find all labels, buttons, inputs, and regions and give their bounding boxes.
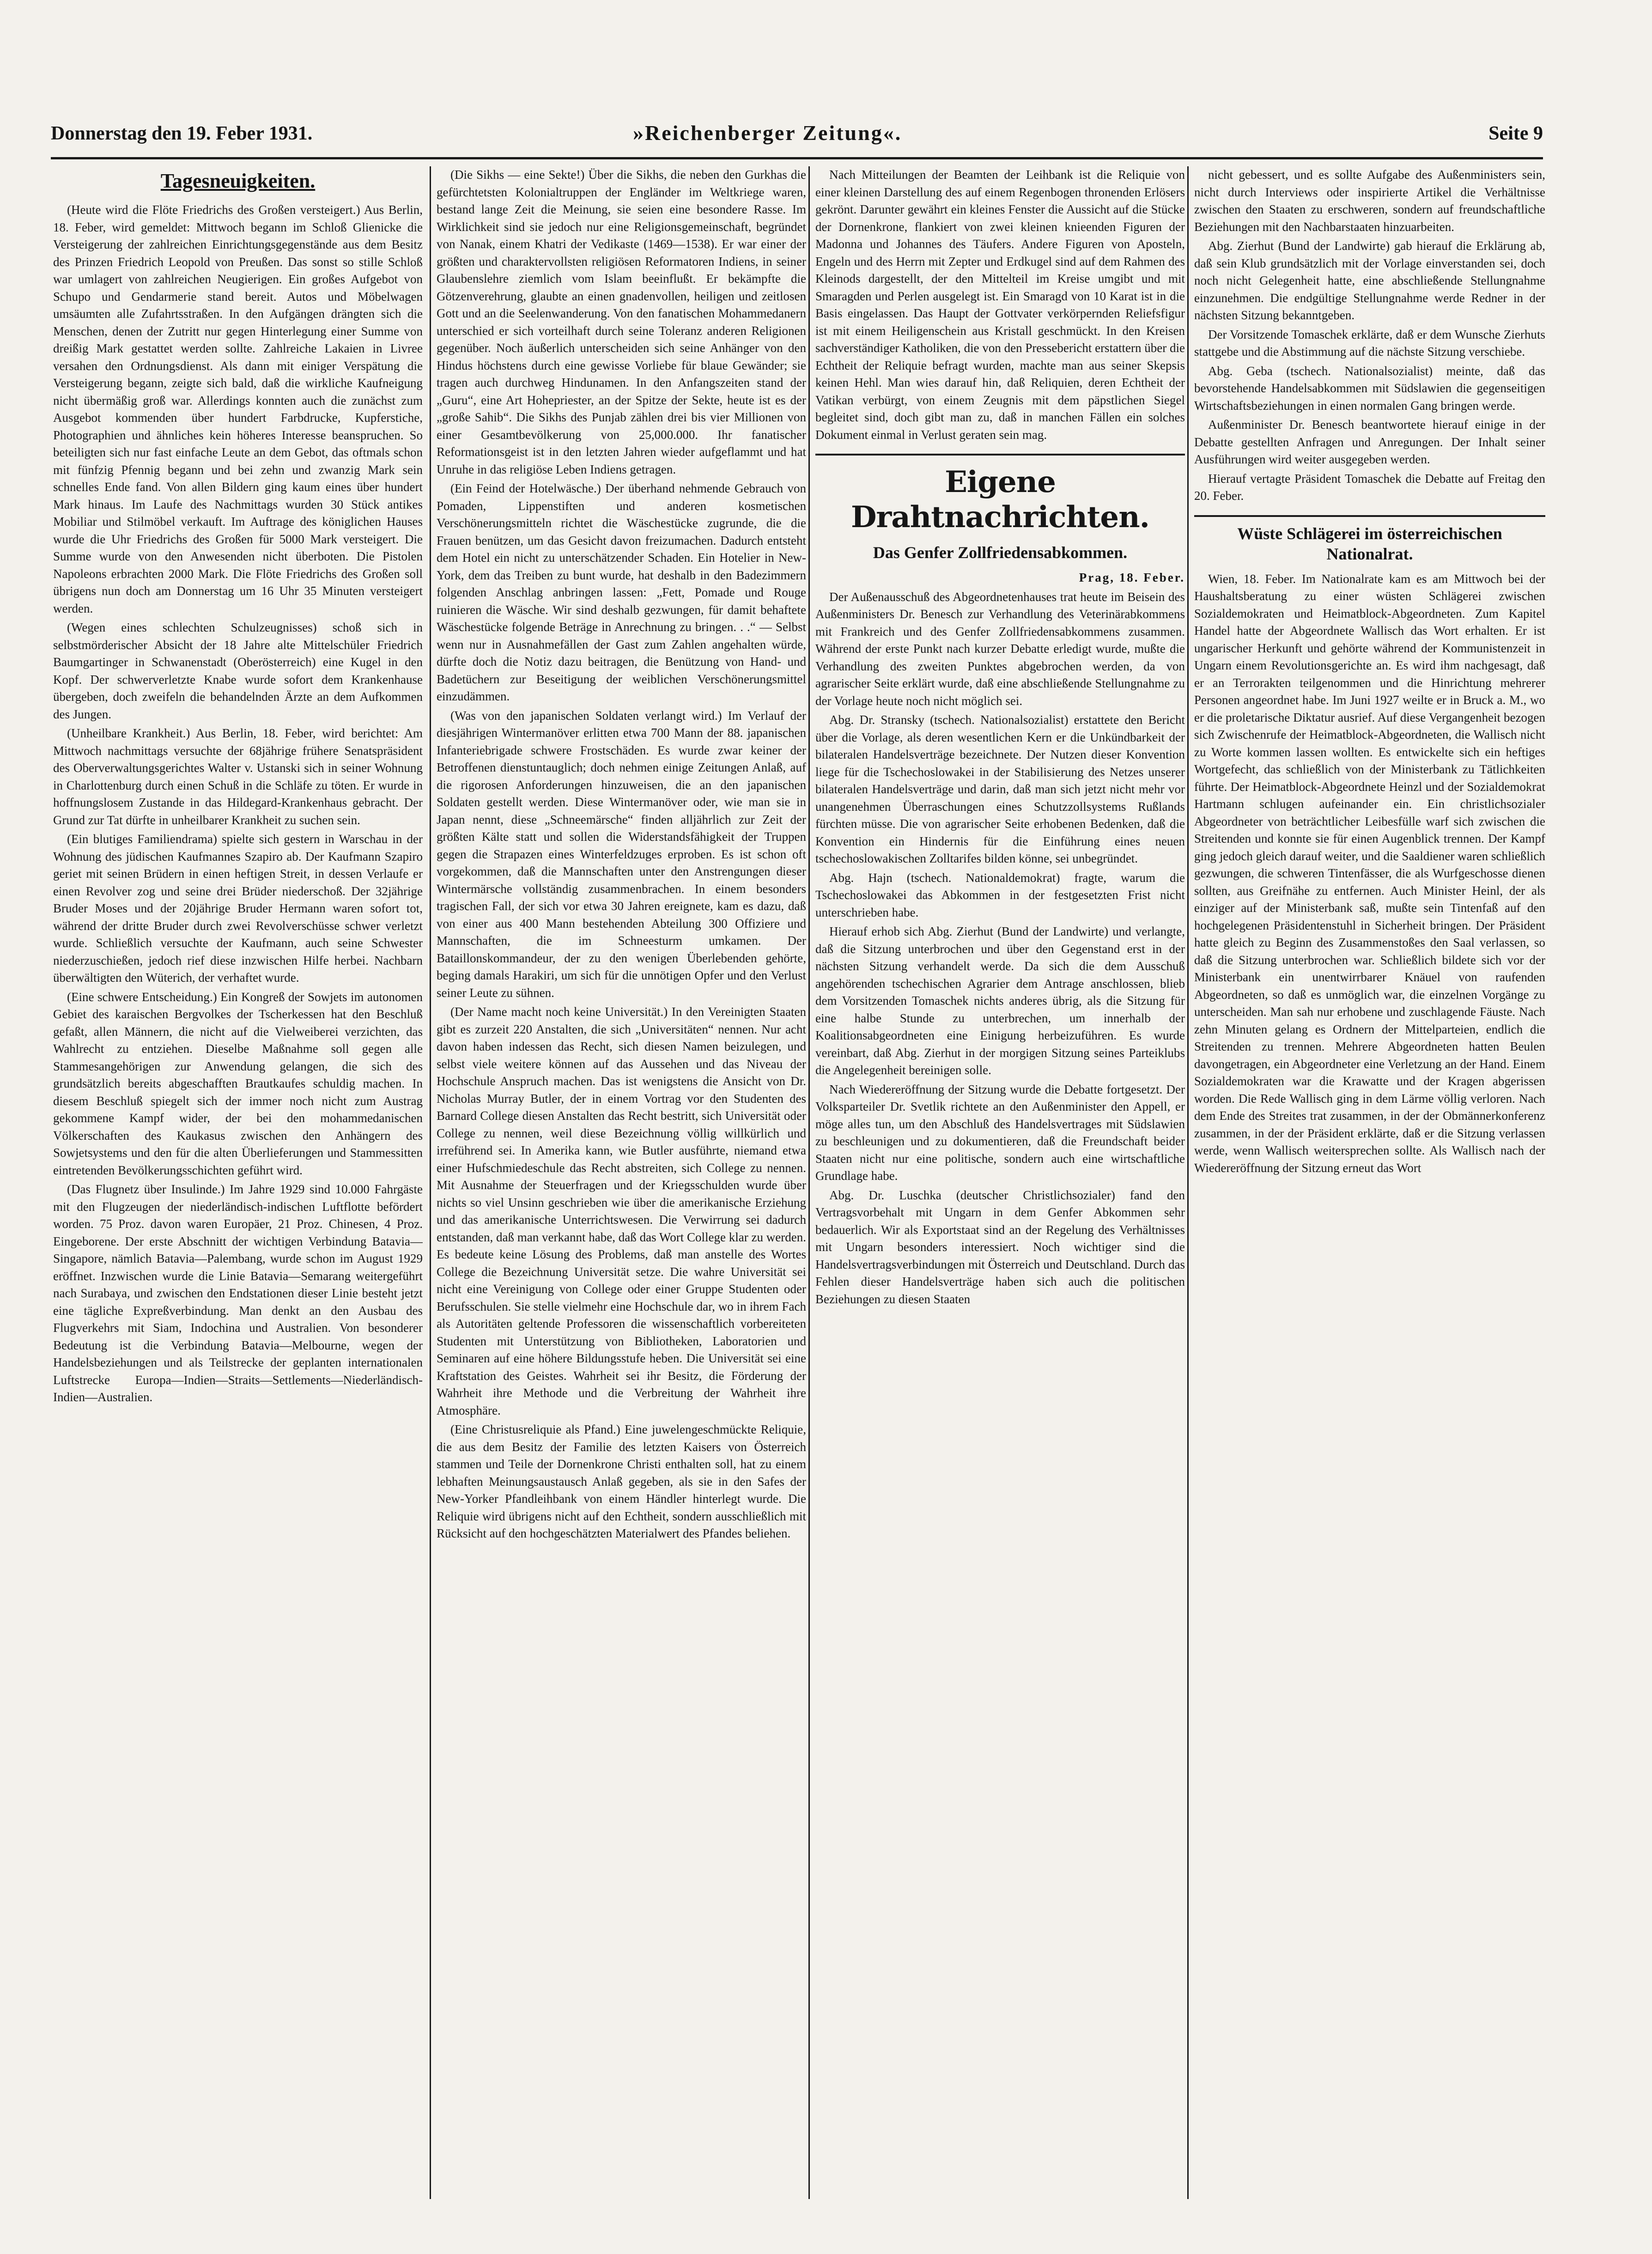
- page-number: Seite 9: [1488, 123, 1543, 144]
- article-paragraph: Abg. Dr. Luschka (deutscher Christlichsozialer) fand den Vertragsvorbehalt mit Ungarn in dem Genfer Abkommen sehr bedauerlich. Wir als Exportstaat sind an der Regelung des Verhältnisses mit Ungarn besonders interessiert. Noch wichtiger sind die Handelsvertragsverbindungen mit Österreich und Deutschland. Durch das Fehlen dieser Handelsverträge haben sich auch die politischen Beziehungen zu diesen Staaten: [815, 1188, 1185, 1306]
- article-paragraph: Der Außenausschuß des Abgeordnetenhauses trat heute im Beisein des Außenministers Dr. Benesch zur Verhandlung des Veterinärabkommens mit Frankreich und des Genfer Zollfriedensabkommens zusammen. Während der erste Punkt nach kurzer Debatte erledigt wurde, mußte die Verhandlung des zweiten Punktes abgebrochen werden, da von agrarischer Seite erklärt wurde, daß eine abschließende Stellungnahme zu der Vorlage heute noch nicht möglich sei.: [815, 589, 1185, 708]
- article-paragraph: (Eine schwere Entscheidung.) Ein Kongreß der Sowjets im autonomen Gebiet des karaischen Bergvolkes der Tscherkessen hat den Beschluß gefaßt, allen Männern, die nicht auf die Vielweiberei verzichten, das Wahlrecht zu entziehen. Dieselbe Maßnahme soll gegen alle Stammesangehörigen zur Anwendung gelangen, die sich des grundsätzlich bereits abgeschafften Brautkaufes schuldig machen. In diesem Beschluß spiegelt sich der immer noch nicht zum Austrag gekommene Kampf wider, der bei den mohammedanischen Völkerschaften des Kaukasus zwischen den Anhängern des Sowjetsystems und den für die alten Überlieferungen und Stammessitten eintretenden Bevölkerungsschichten geführt wird.: [53, 990, 423, 1177]
- article-title: Das Genfer Zollfriedensabkommen.: [873, 543, 1128, 562]
- article-paragraph: nicht gebessert, und es sollte Aufgabe des Außenministers sein, nicht durch Interviews oder inspirierte Artikel die Verhältnisse zwischen den Staaten zu erschweren, sondern auf freundschaftliche Beziehungen mit den Nachbarstaaten hinzuarbeiten.: [1194, 168, 1545, 234]
- article-paragraph: Nach Wiedereröffnung der Sitzung wurde die Debatte fortgesetzt. Der Volksparteiler Dr. Svetlik richtete an den Außenminister den Appell, er möge alles tun, um den Abschluß des Handelsvertrages mit Südslawien zu beschleunigen und zu dokumentieren, daß die Freundschaft beider Staaten nicht nur eine politische, sondern auch eine wirtschaftliche Grundlage habe.: [815, 1082, 1185, 1183]
- article-paragraph: Abg. Zierhut (Bund der Landwirte) gab hierauf die Erklärung ab, daß sein Klub grundsätzlich mit der Vorlage einverstanden sei, doch noch nicht Gelegenheit hatte, eine abschließende Stellungnahme einzunehmen. Die endgültige Stellungnahme werde Redner in der nächsten Sitzung bekanntgeben.: [1194, 239, 1545, 322]
- section-divider: [1194, 515, 1545, 517]
- article-paragraph: Abg. Dr. Stransky (tschech. Nationalsozialist) erstattete den Bericht über die Vorlage, als deren wesentlichen Kern er die Unkündbarkeit der bilateralen Handelsverträge bezeichnete. Der Nutzen dieser Konvention liege für die Tschechoslowakei in der Stabilisierung des Netzes unserer bilateralen Handelsverträge und darin, daß man sich jetzt nicht mehr vor unangenehmen Überraschungen eines Schutzzollsystems Rußlands fürchten müsse. Die von agrarischer Seite erhobenen Bedenken, daß die Konvention ein Hindernis für die Einführung eines neuen tschechoslowakischen Zolltarifes bilden könne, sei unbegründet.: [815, 713, 1185, 865]
- section-title-drahtnachrichten: Eigene Drahtnachrichten.: [851, 465, 1149, 535]
- article-paragraph: (Ein Feind der Hotelwäsche.) Der überhand nehmende Gebrauch von Pomaden, Lippenstiften und anderen kosmetischen Verschönerungsmitteln richtet die Wäschestücke zugrunde, die die Frauen benützen, um das Gesicht davon freizumachen. Dadurch entsteht dem Hotel ein nicht zu unterschätzender Schaden. Ein Hotelier in New-York, dem das Treiben zu bunt wurde, hat deshalb in den Badezimmern folgenden Anschlag anbringen lassen: „Fett, Pomade und Rouge ruinieren die Wäsche. Wir sind deshalb gezwungen, für damit behaftete Wäschestücke folgende Beträge in Anrechnung zu bringen. . .“ — Selbst wenn nur in Ausnahmefällen der Gast zum Zahlen angehalten würde, dürfte doch die Notiz dazu beitragen, die Benützung von Hand- und Badetüchern zur Beseitigung der weiblichen Verschönerungsmittel einzudämmen.: [437, 481, 806, 703]
- article-paragraph: Wien, 18. Feber. Im Nationalrate kam es am Mittwoch bei der Haushaltsberatung zu einer wüsten Schlägerei zwischen Sozialdemokraten und Heimatblock-Abgeordneten. Zum Kapitel Handel hatte der Abgeordnete Wallisch das Wort erhalten. Er ist ungarischer Herkunft und gehörte während der Kommunistenzeit in Ungarn einem Revolutionsgerichte an. Es wird ihm nachgesagt, daß er an Terrorakten teilgenommen und die Hinrichtung mehrerer Personen angeordnet habe. Im Juni 1927 weilte er in Bruck a. M., wo er die proletarische Diktatur ausrief. Auf diese Vergangenheit bezogen sich Zwischenrufe der Heimatblock-Abgeordneten, die Wallisch nicht zu Worte kommen lassen wollten. Es entwickelte sich ein heftiges Wortgefecht, das schließlich von der Ministerbank zu Tätlichkeiten führte. Der Heimatblock-Abgeordnete Heinzl und der Sozialdemokrat Hartmann schlugen aufeinander ein. Ein christlichsozialer Abgeordneter von beträchtlicher Leibesfülle warf sich zwischen die Streitenden und konnte sie für einen Augenblick trennen. Der Kampf ging jedoch gleich darauf weiter, und die Saaldiener waren schließlich gezwungen, die schweren Tintenfässer, die als Wurfgeschosse dienen sollten, aus Greifnähe zu entfernen. Auch Minister Heinl, der als einziger auf der Ministerbank saß, mußte sein Tintenfaß auf den hochgelegenen Präsidentenstuhl in Sicherheit bringen. Der Präsident hatte gleich zu Beginn des Zusammenstoßes den Saal verlassen, so daß die Sitzung unterbrochen war. Schließlich bildete sich vor der Ministerbank ein unentwirrbarer Knäuel von raufenden Abgeordneten, so daß es unmöglich war, die einzelnen Vorgänge zu unterscheiden. Man sah nur erhobene und zuschlagende Fäuste. Nach zehn Minuten gelang es Ordnern der Mittelparteien, endlich die Streitenden zu trennen. Mehrere Abgeordneten hatten Beulen davongetragen, ein Abgeordneter eine Verletzung an der Hand. Einem Sozialdemokraten war die Krawatte und der Kragen abgerissen worden. Die Rede Wallisch ging in dem Lärme völlig verloren. Nach dem Ende des Streites trat zusammen, in der der Obmännerkonferenz zusammen, in der der Präsident erklärte, daß er die Sitzung verlassen werde, wenn Wallisch weitersprechen sollte. Als Wallisch nach der Wiedereröffnung der Sitzung erneut das Wort: [1194, 571, 1545, 1175]
- column-2: [437, 166, 806, 2199]
- header-rule: [51, 157, 1543, 159]
- article-paragraph: (Eine Christusreliquie als Pfand.) Eine juwelengeschmückte Reliquie, die aus dem Besitz der Familie des letzten Kaisers von Österreich stammen und Teile der Dornenkrone Christi enthalten soll, hat zu einem lebhaften Meinungsaustausch Anlaß gegeben, als sie in den Safes der New-Yorker Pfandleihbank von einem Händler hinterlegt wurde. Die Reliquie wird übrigens nicht auf den Echtheit, sondern ausschließlich mit Rücksicht auf den hochgeschätzten Materialwert des Pfandes beliehen.: [437, 1422, 806, 1540]
- newspaper-name: »Reichenberger Zeitung«.: [633, 121, 902, 145]
- article-paragraph: Hierauf erhob sich Abg. Zierhut (Bund der Landwirte) und verlangte, daß die Sitzung unterbrochen und über den Gegenstand erst in der nächsten Sitzung verhandelt werde. Da sich die dem Ausschuß angehörenden tschechischen Agrarier dem Antrage anschlossen, blieb dem Vorsitzenden Tomaschek nichts anderes übrig, als die Sitzung für eine halbe Stunde zu unterbrechen, um innerhalb der Koalitionsabgeordneten eine Einigung herbeizuführen. Es wurde vereinbart, daß Abg. Zierhut in der morgigen Sitzung seines Parteiklubs die Angelegenheit bereinigen solle.: [815, 924, 1185, 1077]
- page-header: [51, 118, 1543, 150]
- section-title-tagesneuigkeiten: Tagesneuigkeiten.: [160, 170, 316, 192]
- article-title: Wüste Schlägerei im österreichischen Nationalrat.: [1237, 524, 1502, 563]
- article-paragraph: (Das Flugnetz über Insulinde.) Im Jahre 1929 sind 10.000 Fahrgäste mit den Flugzeugen der niederländisch-indischen Luftflotte befördert worden. 75 Proz. davon waren Europäer, 21 Proz. Chinesen, 4 Proz. Eingeborene. Der erste Abschnitt der wichtigen Verbindung Batavia—Singapore, nämlich Batavia—Palembang, wurde schon im August 1929 eröffnet. Inzwischen wurde die Linie Batavia—Semarang weitergeführt nach Surabaya, und zwischen den Endstationen dieser Linie besteht jetzt eine tägliche Expreßverbindung. Man denkt an den Ausbau des Flugverkehrs mit Siam, Indochina und Australien. Von besonderer Bedeutung ist die Verbindung Batavia—Melbourne, wegen der Handelsbeziehungen und als Teilstrecke der geplanten internationalen Luftstrecke Europa—Indien—Straits—Settlements—Niederländisch-Indien—Australien.: [53, 1182, 423, 1404]
- article-paragraph: Abg. Hajn (tschech. Nationaldemokrat) fragte, warum die Tschechoslowakei das Abkommen in der festgesetzten Frist nicht unterschrieben habe.: [815, 870, 1185, 919]
- dateline: Prag, 18. Feber.: [1079, 571, 1185, 584]
- article-paragraph: Hierauf vertagte Präsident Tomaschek die Debatte auf Freitag den 20. Feber.: [1194, 471, 1545, 503]
- section-divider: [815, 454, 1185, 456]
- article-paragraph: (Ein blutiges Familiendrama) spielte sich gestern in Warschau in der Wohnung des jüdischen Kaufmannes Szapiro ab. Der Kaufmann Szapiro geriet mit seinen Brüdern in einen heftigen Streit, in dessen Verlaufe er einen Revolver zog und seine drei Brüder niederschoß. Der 32jährige Bruder Moses und der 20jährige Bruder Hermann waren sofort tot, während der dritte Bruder durch zwei Revolverschüsse schwer verletzt wurde. Schließlich versuchte der Kaufmann, auch seine Schwester niederzuschießen, jedoch rief diese inzwischen Hilfe herbei. Nachbarn überwältigten den Wüterich, der verhaftet wurde.: [53, 832, 423, 984]
- column-rule-2: [808, 166, 810, 2199]
- article-paragraph: (Der Name macht noch keine Universität.) In den Vereinigten Staaten gibt es zurzeit 220 Anstalten, die sich „Universitäten“ nennen. Nur acht davon haben indessen das Recht, sich diesen Namen beizulegen, und selbst viele weitere können auf das Aussehen und das Niveau der Hochschule Anspruch machen. Das ist wenigstens die Ansicht von Dr. Nicholas Murray Butler, der in einem Vortrag vor den Studenten des Barnard College diesen Anstalten das Recht bestritt, sich Universität oder College zu nennen, weil diese Bezeichnung völlig willkürlich und irreführend sei. In Amerika kann, wie Butler ausführte, niemand etwa einer Hufschmiedeschule das Recht abstreiten, sich College zu nennen. Mit Ausnahme der Steuerfragen und der Kriegsschulden wurde über nichts so viel Unsinn geschrieben wie über die amerikanische Erziehung und das amerikanische Unterrichtswesen. Die Verwirrung sei dadurch entstanden, daß man verkannt habe, daß das Wort College klar zu werden. Es bedeute keine Lösung des Problems, daß man anstelle des Wortes College die Bezeichnung Universität setze. Die wahre Universität sei nicht eine Vereinigung von College oder einer Gruppe Studenten oder Berufsschulen. Sie stelle vielmehr eine Hochschule dar, wo in ihrem Fach als Autoritäten geltende Professoren die wissenschaftlich vorbereiteten Studenten mit Unterstützung von Bibliotheken, Laboratorien und Seminaren auf eine höhere Bildungsstufe heben. Die Universität sei eine Kraftstation des Geistes. Wahrheit sei ihr Besitz, die Förderung der Wahrheit ihre Methode und die Verbreitung der Wahrheit ihre Atmosphäre.: [437, 1005, 806, 1417]
- column-rule-3: [1187, 166, 1189, 2199]
- article-paragraph: Nach Mitteilungen der Beamten der Leihbank ist die Reliquie von einer kleinen Darstellung des auf einem Regenbogen thronenden Erlösers gekrönt. Darunter gewährt ein kleines Fenster die Aussicht auf die Stücke der Dornenkrone, flankiert von zwei kleinen knieenden Figuren der Madonna und Johannes des Täufers. Andere Figuren von Aposteln, Engeln und des Herrn mit Zepter und Erdkugel sind auf dem Rahmen des Kleinods dargestellt, der den Mittelteil im Kreise umgibt und mit Smaragden und Perlen ausgelegt ist. Ein Smaragd von 10 Karat ist in die Basis eingelassen. Das Haupt der Gottvater verkörpernden Reliefsfigur ist mit einem Heiligenschein aus Kristall geschmückt. In den Kreisen sachverständiger Katholiken, die von den Pressebericht erstattern über die Echtheit der Reliquie befragt wurden, machte man aus seiner Skepsis keinen Hehl. Man wies darauf hin, daß Reliquien, deren Echtheit der Vatikan verbürgt, von einem Zeugnis mit dem päpstlichen Siegel begleitet sind, doch gibt man zu, daß in manchen Fällen ein solches Dokument einmal in Verlust geraten sein mag.: [815, 168, 1185, 442]
- article-paragraph: Außenminister Dr. Benesch beantwortete hierauf einige in der Debatte gestellten Anfragen und Anregungen. Der Inhalt seiner Ausführungen wird weiter ausgegeben werden.: [1194, 418, 1545, 466]
- article-paragraph: (Die Sikhs — eine Sekte!) Über die Sikhs, die neben den Gurkhas die gefürchtetsten Kolonialtruppen der Engländer im Weltkriege waren, bestand lange Zeit die Meinung, sie seien eine besondere Rasse. Im Wirklichkeit sind sie jedoch nur eine Religionsgemeinschaft, begründet von Nanak, einem Khatri der Vedikaste (1469—1538). Er war einer der größten und charaktervollsten religiösen Reformatoren Indiens, in seiner Glaubenslehre ziemlich vom Islam beeinflußt. Er bekämpfte die Götzenverehrung, glaubte an einen gnadenvollen, heiligen und zeitlosen Gott und an die Seelenwanderung. Von den fanatischen Mohammedanern unterschied er sich vorteilhaft durch seine Toleranz anderen Religionen gegenüber. Noch äußerlich unterscheiden sich seine Anhänger von den Hindus höchstens durch eine gewisse Vorliebe für blaue Gewänder; sie tragen auch durchweg Hindunamen. In den Anfangszeiten stand der „Guru“, eine Art Hohepriester, an der Spitze der Sekte, heute ist es der „große Sahib“. Die Sikhs des Punjab zählen drei bis vier Millionen von einer Gesamtbevölkerung von 25,000.000. Ihr fanatischer Reformationsgeist ist in den letzten Jahren wieder aufgeflammt und hat Unruhe in das religiöse Leben Indiens getragen.: [437, 168, 806, 476]
- column-4: [1194, 166, 1545, 2199]
- article-paragraph: (Wegen eines schlechten Schulzeugnisses) schoß sich in selbstmörderischer Absicht der 18 Jahre alte Mittelschüler Friedrich Baumgartinger in Schwanenstadt (Oberösterreich) eine Kugel in den Kopf. Der schwerverletzte Knabe wurde sofort dem Krankenhause übergeben, doch zweifeln die behandelnden Ärzte an dem Aufkommen des Jungen.: [53, 620, 423, 721]
- issue-date: Donnerstag den 19. Feber 1931.: [51, 123, 313, 144]
- article-paragraph: (Was von den japanischen Soldaten verlangt wird.) Im Verlauf der diesjährigen Wintermanöver erlitten etwa 700 Mann der 88. japanischen Infanteriebrigade schwere Frostschäden. Es wurde zwar keiner der Betroffenen dienstuntauglich; doch nehmen einige Zeitungen Anlaß, auf die rigorosen Anforderungen hinzuweisen, die an den japanischen Soldaten gestellt werden. Diese Wintermanöver oder, wie man sie in Japan nennt, diese „Schneemärsche“ finden alljährlich zur Zeit der größten Kälte statt und sollen die Widerstandsfähigkeit der Truppen gegen die Strapazen eines Winterfeldzuges erproben. Es ist schon oft vorgekommen, daß die Mannschaften unter den Anstrengungen dieser Wintermärsche vollständig zusammenbrachen. In einem besonders tragischen Fall, der sich vor etwa 30 Jahren ereignete, kam es dazu, daß von einer aus 400 Mann bestehenden Abteilung 300 Offiziere und Mannschaften, die im Schneesturm umkamen. Der Bataillonskommandeur, der zu den wenigen Überlebenden gehörte, beging damals Harakiri, um sich für die unnötigen Opfer und den Verlust seiner Leute zu sühnen.: [437, 708, 806, 1000]
- article-paragraph: (Heute wird die Flöte Friedrichs des Großen versteigert.) Aus Berlin, 18. Feber, wird gemeldet: Mittwoch begann im Schloß Glienicke die Versteigerung der zahlreichen Einrichtungsgegenstände aus dem Besitz des Prinzen Friedrich Leopold von Preußen. Das sonst so stille Schloß war umlagert von zahlreichen Neugierigen. Ein großes Aufgebot von Schupo und Gendarmerie stand bereit. Autos und Möbelwagen umsäumten alle Zufahrtsstraßen. In den Aufgängen drängten sich die Menschen, denen der Zutritt nur gegen Hinterlegung einer Summe von dreißig Mark gestattet werden sollte. Zahlreiche Lakaien in Livree versahen den Ordnungsdienst. Als dann mit einiger Verspätung die Versteigerung begann, zeigte sich bald, daß die wirkliche Kaufneigung nicht übermäßig groß war. Allerdings konnten auch die zunächst zum Ausgebot kommenden über hundert Farbdrucke, Kupferstiche, Photographien und ähnliches kein höheres Interesse beanspruchen. So beteiligten sich nur fast einfache Leute an dem Gebot, das oftmals schon mit fünfzig Pfennig begann und bei zehn und zwanzig Mark sein schnelles Ende fand. Von allen Bildern ging kaum eines über hundert Mark hinaus. Im Laufe des Nachmittags wurden 30 Stück antikes Mobiliar und Stilmöbel verkauft. Im Auftrage des königlichen Hauses wurde die Uhr Friedrichs des Großen für 5000 Mark versteigert. Die Summe wurde von den Anwesenden nicht überboten. Die Pistolen Napoleons erbrachten 2000 Mark. Die Flöte Friedrichs des Großen soll übrigens nun doch am Donnerstag um 16 Uhr 35 Minuten versteigert werden.: [53, 203, 423, 615]
- article-paragraph: (Unheilbare Krankheit.) Aus Berlin, 18. Feber, wird berichtet: Am Mittwoch nachmittags versuchte der 68jährige frühere Senatspräsident des Oberverwaltungsgerichtes Walter v. Ustanski sich in seiner Wohnung in Charlottenburg durch einen Schuß in die Schläfe zu töten. Er wurde in hoffnungslosem Zustande in das Hildegard-Krankenhaus gebracht. Der Grund zur Tat dürfte in unheilbarer Krankheit zu suchen sein.: [53, 726, 423, 827]
- column-rule-1: [430, 166, 431, 2199]
- column-1: [53, 166, 423, 2199]
- article-paragraph: Der Vorsitzende Tomaschek erklärte, daß er dem Wunsche Zierhuts stattgebe und die Abstimmung auf die nächste Sitzung verschiebe.: [1194, 327, 1545, 358]
- article-paragraph: Abg. Geba (tschech. Nationalsozialist) meinte, daß das bevorstehende Handelsabkommen mit Südslawien die gegenseitigen Wirtschaftsbeziehungen in einen normalen Gang bringen werde.: [1194, 364, 1545, 413]
- column-3: [815, 166, 1185, 2199]
